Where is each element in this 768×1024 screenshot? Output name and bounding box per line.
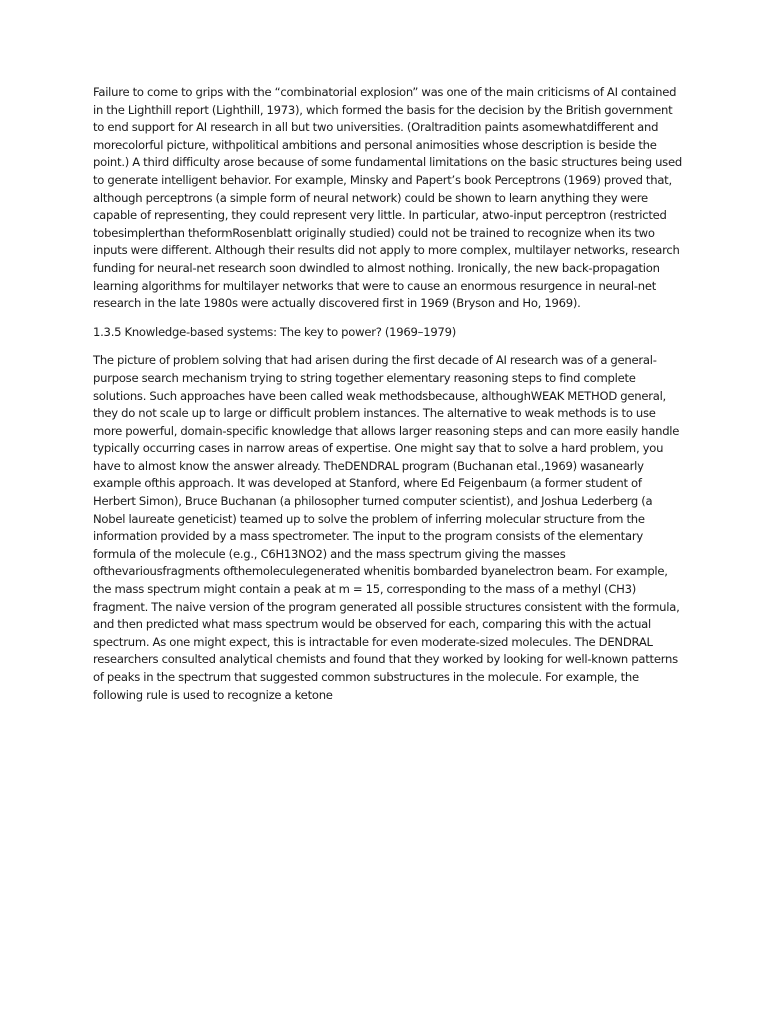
paragraph-knowledge-based-systems: The picture of problem solving that had arisen during the first decade of AI research was of a general-purpose search mechanism trying to string together elementary reasoning steps to find complete solutions. Such approaches have been called weak methodsbecause, althoughWEAK METHOD general, they do not scale up to large or difficult problem instances. The alternative to weak methods is to use more powerful, domain-specific knowledge that allows larger reasoning steps and can more easily handle typically occurring cases in narrow areas of expertise. One might say that to solve a hard problem, you have to almost know the answer already. TheDENDRAL program (Buchanan etal.,1969) wasanearly example ofthis approach. It was developed at Stanford, where Ed Feigenbaum (a former student of Herbert Simon), Bruce Buchanan (a philosopher turned computer scientist), and Joshua Lederberg (a Nobel laureate geneticist) teamed up to solve the problem of inferring molecular structure from the information provided by a mass spectrometer. The input to the program consists of the elementary formula of the molecule (e.g., C6H13NO2) and the mass spectrum giving the masses ofthevariousfragments ofthemoleculegenerated whenitis bombarded byanelectron beam. For example, the mass spectrum might contain a peak at m = 15, corresponding to the mass of a methyl (CH3) fragment. The naive version of the program generated all possible structures consistent with the formula, and then predicted what mass spectrum would be observed for each, comparing this with the actual spectrum. As one might expect, this is intractable for even moderate-sized molecules. The DENDRAL researchers consulted analytical chemists and found that they worked by looking for well-known patterns of peaks in the spectrum that suggested common substructures in the molecule. For example, the following rule is used to recognize a ketone	[93, 353, 680, 702]
document-body	[93, 84, 683, 715]
paragraph-combinatorial-explosion: Failure to come to grips with the “combinatorial explosion” was one of the main criticisms of AI contained in the Lighthill report (Lighthill, 1973), which formed the basis for the decision by the British government to end support for AI research in all but two universities. (Oraltradition paints asomewhatdifferent and morecolorful picture, withpolitical ambitions and personal animosities whose description is beside the point.) A third difficulty arose because of some fundamental limitations on the basic structures being used to generate intelligent behavior. For example, Minsky and Papert’s book Perceptrons (1969) proved that, although perceptrons (a simple form of neural network) could be shown to learn anything they were capable of representing, they could represent very little. In particular, atwo-input perceptron (restricted tobesimplerthan theformRosenblatt originally studied) could not be trained to recognize when its two inputs were different. Although their results did not apply to more complex, multilayer networks, research funding for neural-net research soon dwindled to almost nothing. Ironically, the new back-propagation learning algorithms for multilayer networks that were to cause an enormous resurgence in neural-net research in the late 1980s were actually discovered first in 1969 (Bryson and Ho, 1969).	[93, 85, 682, 311]
section-heading: 1.3.5 Knowledge-based systems: The key to power? (1969–1979)	[93, 324, 457, 339]
